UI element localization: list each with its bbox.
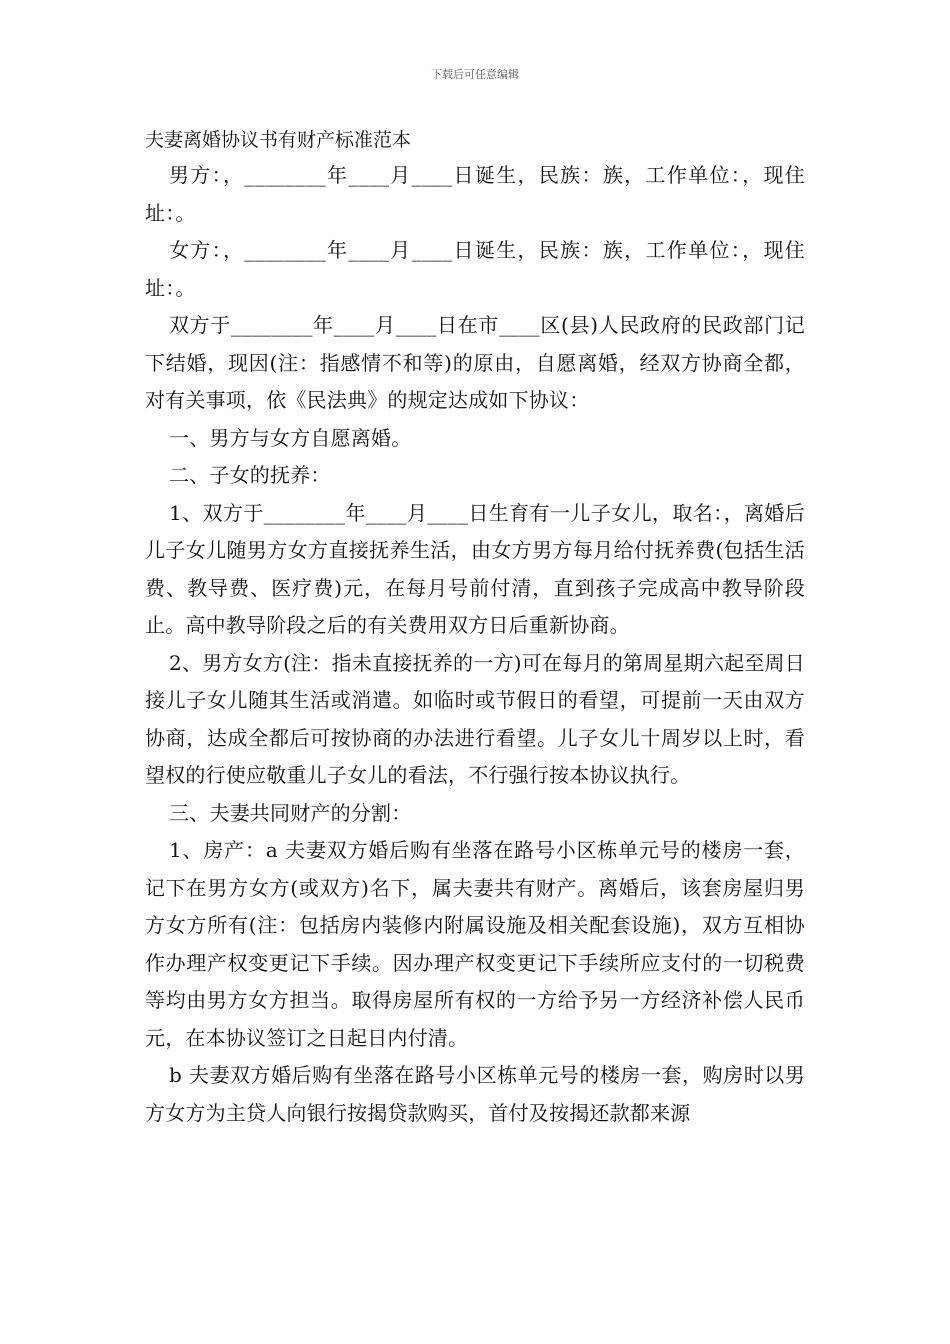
paragraph-section-3-heading: 三、夫妻共同财产的分割：	[169, 800, 412, 825]
document-title: 夫妻离婚协议书有财产标准范本	[145, 129, 412, 151]
paragraph-section-1: 一、男方与女方自愿离婚。	[169, 425, 412, 450]
paragraph-section-2-item-1: 1、双方于________年____月____日生育有一儿子女儿，取名：，离婚后儿子女儿随男方女方直接抚养生活，由女方男方每月给付抚养费(包括生活费、教导费、医疗费)元，在每月号前付清，直到孩子完成高中教导阶段止。高中教导阶段之后的有关费用双方日后重新协商。	[145, 500, 805, 637]
paragraph-section-2-heading: 二、子女的抚养：	[169, 463, 331, 487]
paragraph-preamble: 双方于________年____月____日在市____区(县)人民政府的民政部门记下结婚，现因(注：指感情不和等)的原由，自愿离婚，经双方协商全都，对有关事项，依《民法典》的规定达成如下协议：	[145, 313, 805, 412]
paragraph-female-party: 女方：，________年____月____日诞生，民族：族，工作单位：，现住址：。	[145, 238, 805, 300]
paragraph-male-party: 男方：，________年____月____日诞生，民族：族，工作单位：，现住址：。	[145, 163, 805, 225]
paragraph-section-3-item-1a: 1、房产：a 夫妻双方婚后购有坐落在路号小区栋单元号的楼房一套，记下在男方女方(或双方)名下，属夫妻共有财产。离婚后，该套房屋归男方女方所有(注：包括房内装修内附属设施及相关配套设施)，双方互相协作办理产权变更记下手续。因办理产权变更记下手续所应支付的一切税费等均由男方女方担当。取得房屋所有权的一方给予另一方经济补偿人民币元，在本协议签订之日起日内付清。	[145, 838, 805, 1050]
paragraph-section-3-item-1b: b 夫妻双方婚后购有坐落在路号小区栋单元号的楼房一套，购房时以男方女方为主贷人向银行按揭贷款购买，首付及按揭还款都来源	[145, 1063, 805, 1125]
document-body	[145, 123, 805, 1132]
page-header-note: 下载后可任意编辑	[431, 68, 519, 81]
paragraph-section-2-item-2: 2、男方女方(注：指未直接抚养的一方)可在每月的第周星期六起至周日接儿子女儿随其生活或消遣。如临时或节假日的看望，可提前一天由双方协商，达成全都后可按协商的办法进行看望。儿子女儿十周岁以上时，看望权的行使应敬重儿子女儿的看法，不行强行按本协议执行。	[145, 650, 805, 787]
